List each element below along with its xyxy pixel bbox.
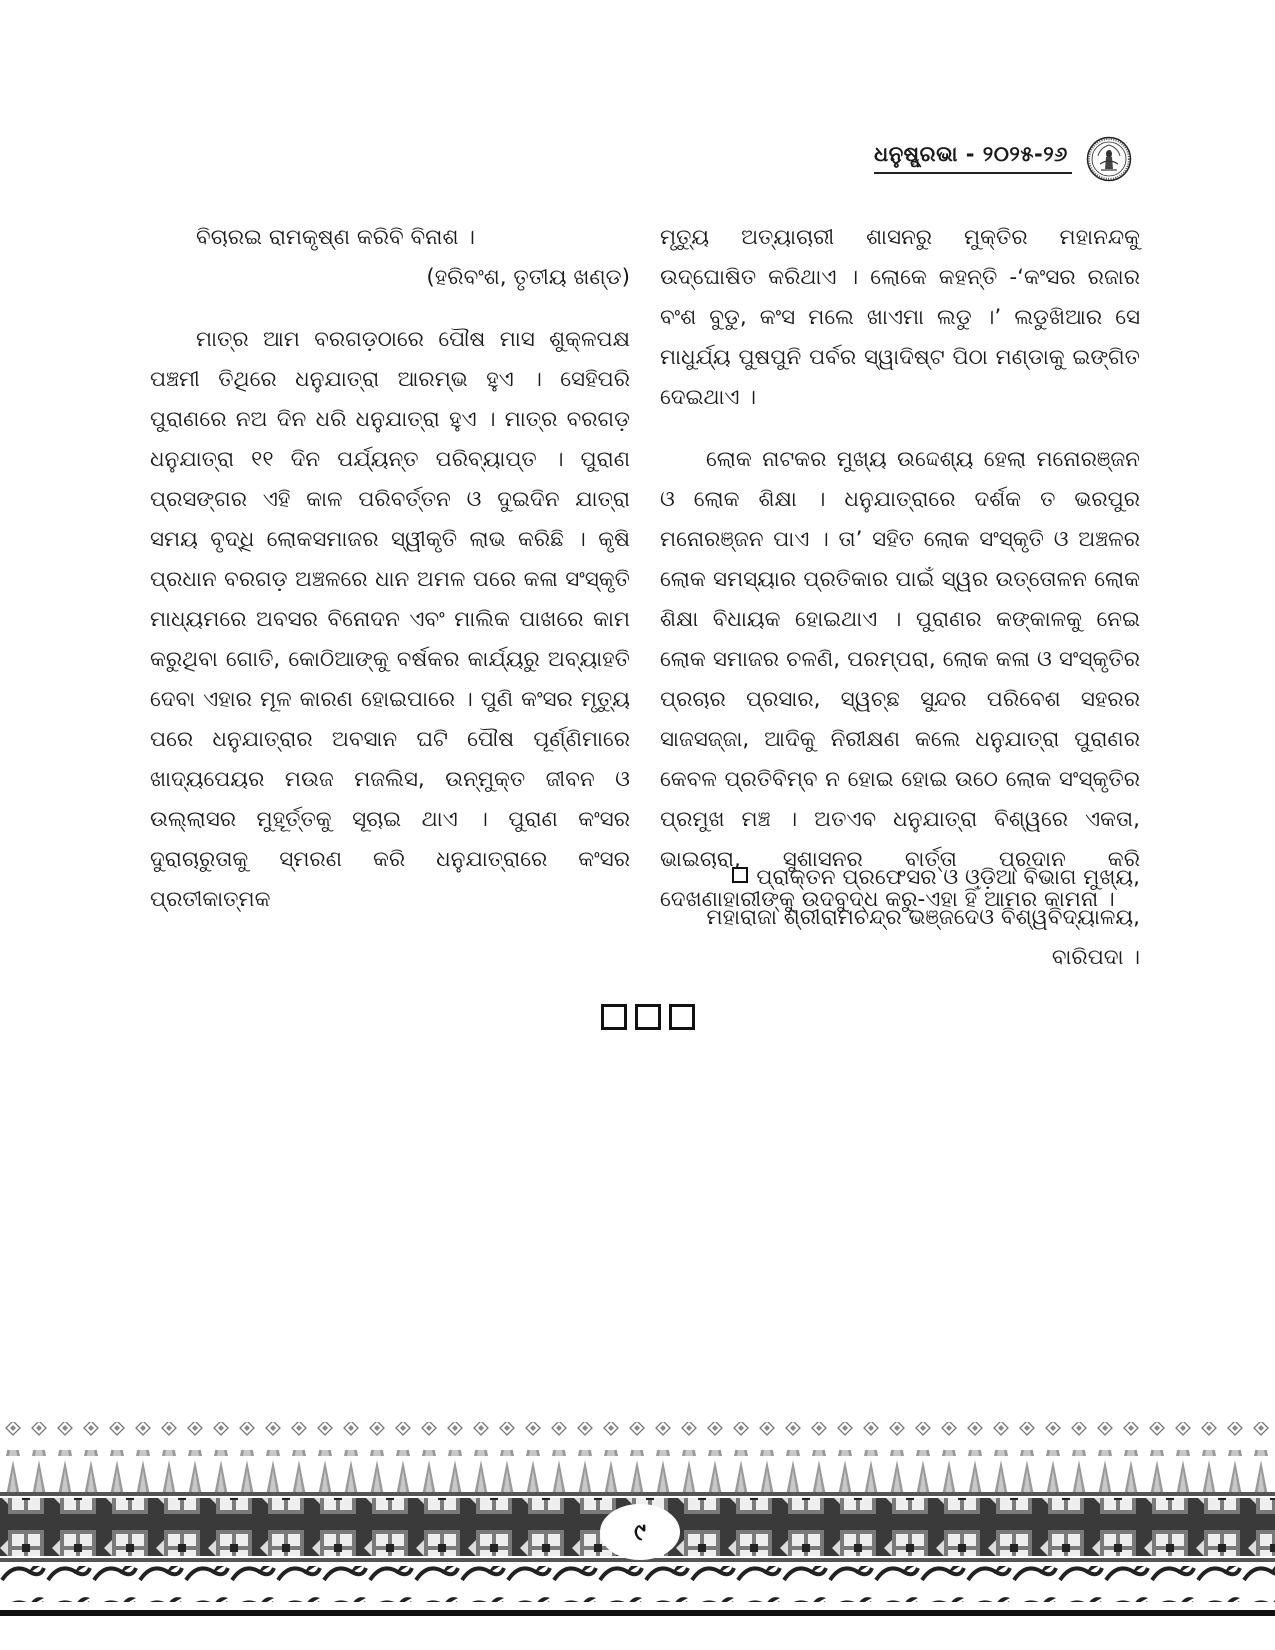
affiliation-line: ବାରିପଦା ।	[1051, 945, 1140, 970]
magazine-title: ଧନୁଷ୍ପ୍ରଭା - ୨୦୨୫-୨୬	[874, 142, 1068, 166]
square-bullet-icon	[732, 867, 748, 883]
running-header	[860, 136, 1210, 186]
body-paragraph: ଲୋକ ନାଟକର ମୁଖ୍ୟ ଉଦ୍ଦେଶ୍ୟ ହେଲା ମନୋରଞ୍ଜନ ଓ ଲୋକ ଶିକ୍ଷା । ଧନୁଯାତ୍ରାରେ ଦର୍ଶକ ତ ଭରପୁର ମନୋରଞ୍ଜନ ପାଏ । ତା’ ସହିତ ଲୋକ ସଂସ୍କୃତି ଓ ଅଞ୍ଚଳର ଲୋକ ସମସ୍ୟାର ପ୍ରତିକାର ପାଇଁ ସ୍ୱର ଉତ୍ତୋଳନ ଲୋକ ଶିକ୍ଷା ବିଧାୟକ ହୋଇଥାଏ । ପୁରାଣର କଙ୍କାଳକୁ ନେଇ ଲୋକ ସମାଜର ଚଳଣି, ପରମ୍ପରା, ଲୋକ କଳା ଓ ସଂସ୍କୃତିର ପ୍ରଚାର ପ୍ରସାର, ସ୍ୱଚ୍ଛ ସୁନ୍ଦର ପରିବେଶ ସହରର ସାଜସଜ୍ଜା, ଆଦିକୁ ନିରୀକ୍ଷଣ କଲେ ଧନୁଯାତ୍ରା ପୁରାଣର କେବଳ ପ୍ରତିବିମ୍ବ ନ ହୋଇ ହୋଇ ଉଠେ ଲୋକ ସଂସ୍କୃତିର ପ୍ରମୁଖ ମଞ୍ଚ । ଅତଏବ ଧନୁଯାତ୍ରା ବିଶ୍ୱରେ ଏକତା, ଭାଇଚାରା, ସୁଶାସନର ବାର୍ତ୍ତା ପ୍ରଦାନ କରି ଦେଖଣାହାରୀଙ୍କୁ ଉଦବୁଦ୍ଧ କରୁ-ଏହା ହିଁ ଆମର କାମନା ।	[660, 447, 1140, 912]
affiliation-line: ମହାରାଜା ଶ୍ରୀରାମଚନ୍ଦ୍ର ଭଞ୍ଜଦେଓ ବିଶ୍ୱବିଦ୍ୟାଳୟ,	[706, 905, 1140, 930]
body-paragraph: ମୃତ୍ୟୁ ଅତ୍ୟାଚାରୀ ଶାସନରୁ ମୁକ୍ତିର ମହାନନ୍ଦକୁ ଉଦ୍‌ଘୋଷିତ କରିଥାଏ । ଲୋକେ କହନ୍ତି -‘କଂସର ରଜାର ବଂଶ ବୁଡୁ, କଂସ ମଲେ ଖାଏମା ଲଡୁ ।’ ଲଡୁଖିଆର ସେ ମାଧୁର୍ଯ୍ୟ ପୁଷପୁନି ପର୍ବର ସ୍ୱାଦିଷ୍ଟ ପିଠା ମଣ୍ଡାକୁ ଇଙ୍ଗିତ ଦେଇଥାଏ ।	[660, 225, 1140, 410]
square-mark-icon	[669, 1004, 695, 1030]
square-mark-icon	[635, 1004, 661, 1030]
right-column	[660, 218, 1140, 920]
affiliation-line: ପ୍ରାକ୍ତନ ପ୍ରଫେସର ଓ ଓଡ଼ିଆ ବିଭାଗ ମୁଖ୍ୟ,	[660, 858, 1140, 898]
square-mark-icon	[601, 1004, 627, 1030]
author-affiliation	[660, 858, 1140, 978]
verse-line: ବିଚାରଇ ରାମକୃଷ୍ଣ କରିବି ବିନାଶ ।	[196, 225, 475, 250]
end-of-article-marks	[601, 1004, 701, 1030]
page-number: ୯	[634, 1518, 646, 1546]
left-column	[150, 218, 630, 920]
verse-citation: (ହରିବଂଶ, ତୃତୀୟ ଖଣ୍ଡ)	[426, 265, 630, 290]
body-paragraph: ମାତ୍ର ଆମ ବରଗଡ଼ଠାରେ ପୌଷ ମାସ ଶୁକ୍ଳପକ୍ଷ ପଞ୍ଚମୀ ତିଥିରେ ଧନୁଯାତ୍ରା ଆରମ୍ଭ ହୁଏ । ସେହିପରି ପୁରାଣରେ ନଅ ଦିନ ଧରି ଧନୁଯାତ୍ରା ହୁଏ । ମାତ୍ର ବରଗଡ଼ ଧନୁଯାତ୍ରା ୧୧ ଦିନ ପର୍ଯ୍ୟନ୍ତ ପରିବ୍ୟାପ୍ତ । ପୁରାଣ ପ୍ରସଙ୍ଗର ଏହି କାଳ ପରିବର୍ତ୍ତନ ଓ ଦୁଇଦିନ ଯାତ୍ରା ସମୟ ବୃଦ୍ଧି ଲୋକସମାଜର ସ୍ୱୀକୃତି ଲାଭ କରିଛି । କୃଷି ପ୍ରଧାନ ବରଗଡ଼ ଅଞ୍ଚଳରେ ଧାନ ଅମଳ ପରେ କଳା ସଂସ୍କୃତି ମାଧ୍ୟମରେ ଅବସର ବିନୋଦନ ଏବଂ ମାଲିକ ପାଖରେ କାମ କରୁଥିବା ଗୋତି, କୋଠିଆଙ୍କୁ ବର୍ଷକର କାର୍ଯ୍ୟରୁ ଅବ୍ୟାହତି ଦେବା ଏହାର ମୂଳ କାରଣ ହୋଇପାରେ । ପୁଣି କଂସର ମୃତ୍ୟୁ ପରେ ଧନୁଯାତ୍ରାର ଅବସାନ ଘଟି ପୌଷ ପୂର୍ଣ୍ଣିମାରେ ଖାଦ୍ୟପେୟର ମଉଜ ମଜଲିସ, ଉନ୍ମୁକ୍ତ ଜୀବନ ଓ ଉଲ୍ଲାସର ମୁହୂର୍ତ୍ତକୁ ସୂଚାଇ ଥାଏ । ପୁରାଣ କଂସର ଦୁରାଚାରୁତାକୁ ସ୍ମରଣ କରି ଧନୁଯାତ୍ରାରେ କଂସର ପ୍ରତୀକାତ୍ମକ	[150, 327, 630, 912]
header-underline	[874, 172, 1072, 174]
circular-seal-icon	[1086, 136, 1132, 182]
